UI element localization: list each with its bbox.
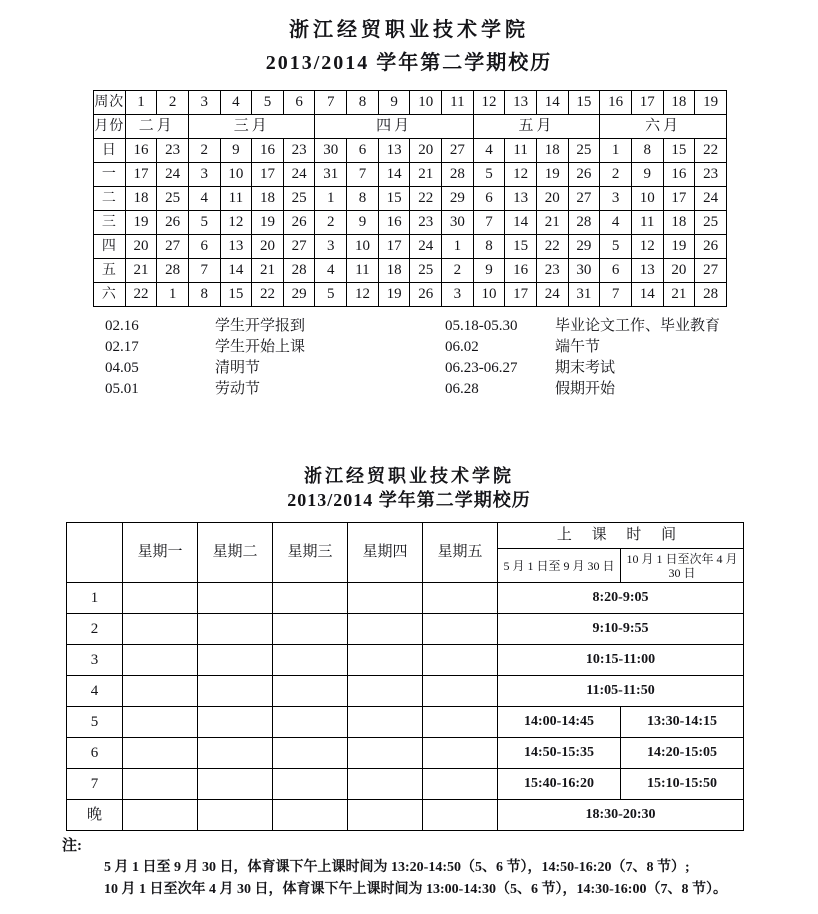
date-cell: 27 (283, 235, 315, 259)
date-cell: 4 (600, 211, 632, 235)
time-period-winter-header: 10 月 1 日至次年 4 月 30 日 (621, 549, 744, 583)
time-summer-cell: 14:00-14:45 (498, 707, 621, 738)
time-merged-cell: 11:05-11:50 (498, 676, 744, 707)
schedule-empty-cell (198, 614, 273, 645)
date-cell: 10 (347, 235, 379, 259)
date-cell: 14 (220, 259, 252, 283)
date-cell: 24 (283, 163, 315, 187)
date-cell: 24 (157, 163, 189, 187)
week-number-cell: 4 (220, 91, 252, 115)
schedule-empty-cell (348, 583, 423, 614)
date-cell: 12 (347, 283, 379, 307)
month-cell: 六月 (600, 115, 727, 139)
schedule-empty-cell (273, 707, 348, 738)
date-cell: 22 (410, 187, 442, 211)
date-cell: 16 (505, 259, 537, 283)
date-cell: 16 (663, 163, 695, 187)
date-cell: 12 (505, 163, 537, 187)
schedule-empty-cell (348, 614, 423, 645)
schedule-corner-cell (67, 523, 123, 583)
date-cell: 25 (157, 187, 189, 211)
date-cell: 22 (536, 235, 568, 259)
date-cell: 19 (536, 163, 568, 187)
day-of-week-label: 一 (94, 163, 126, 187)
week-number-cell: 2 (157, 91, 189, 115)
schedule-row (67, 676, 744, 707)
date-cell: 31 (568, 283, 600, 307)
event-date: 06.23-06.27 (445, 360, 518, 376)
calendar-day-row (94, 283, 727, 307)
date-cell: 23 (695, 163, 727, 187)
date-cell: 23 (157, 139, 189, 163)
date-cell: 16 (378, 211, 410, 235)
date-cell: 11 (631, 211, 663, 235)
date-cell: 3 (442, 283, 474, 307)
date-cell: 17 (252, 163, 284, 187)
calendar-table (93, 90, 727, 307)
date-cell: 29 (442, 187, 474, 211)
class-time-header: 上 课 时 间 (498, 523, 744, 549)
date-cell: 18 (378, 259, 410, 283)
day-of-week-label: 六 (94, 283, 126, 307)
date-cell: 17 (505, 283, 537, 307)
week-header-label: 周次 (94, 91, 126, 115)
week-number-cell: 8 (347, 91, 379, 115)
date-cell: 27 (157, 235, 189, 259)
note-line-summer: 5 月 1 日至 9 月 30 日，体育课下午上课时间为 13:20-14:50（5、6 节），14:50-16:20（7、8 节）; (104, 860, 690, 875)
date-cell: 26 (283, 211, 315, 235)
date-cell: 14 (505, 211, 537, 235)
date-cell: 6 (600, 259, 632, 283)
date-cell: 29 (283, 283, 315, 307)
date-cell: 9 (347, 211, 379, 235)
date-cell: 9 (473, 259, 505, 283)
schedule-empty-cell (423, 800, 498, 831)
schedule-empty-cell (423, 645, 498, 676)
week-number-cell: 14 (536, 91, 568, 115)
schedule-empty-cell (423, 614, 498, 645)
week-number-cell: 7 (315, 91, 347, 115)
schedule-title-line2: 2013/2014 学年第二学期校历 (287, 490, 531, 510)
date-cell: 31 (315, 163, 347, 187)
date-cell: 20 (410, 139, 442, 163)
week-number-cell: 15 (568, 91, 600, 115)
month-cell: 五月 (473, 115, 600, 139)
date-cell: 22 (695, 139, 727, 163)
event-date: 02.17 (105, 339, 139, 355)
date-cell: 5 (600, 235, 632, 259)
schedule-empty-cell (198, 583, 273, 614)
schedule-empty-cell (348, 769, 423, 800)
date-cell: 8 (473, 235, 505, 259)
date-cell: 1 (157, 283, 189, 307)
date-cell: 13 (220, 235, 252, 259)
date-cell: 30 (442, 211, 474, 235)
date-cell: 9 (631, 163, 663, 187)
event-date: 06.02 (445, 339, 479, 355)
date-cell: 20 (252, 235, 284, 259)
calendar-day-row (94, 235, 727, 259)
date-cell: 28 (568, 211, 600, 235)
time-summer-cell: 15:40-16:20 (498, 769, 621, 800)
date-cell: 2 (188, 139, 220, 163)
date-cell: 8 (188, 283, 220, 307)
weekday-header-tuesday: 星期二 (198, 523, 273, 583)
date-cell: 7 (473, 211, 505, 235)
weekday-header-wednesday: 星期三 (273, 523, 348, 583)
date-cell: 25 (410, 259, 442, 283)
schedule-empty-cell (348, 676, 423, 707)
date-cell: 11 (505, 139, 537, 163)
date-cell: 7 (347, 163, 379, 187)
month-header-label: 月份 (94, 115, 126, 139)
schedule-empty-cell (123, 738, 198, 769)
time-merged-cell: 8:20-9:05 (498, 583, 744, 614)
date-cell: 3 (315, 235, 347, 259)
calendar-events-list (105, 316, 745, 400)
week-number-cell: 10 (410, 91, 442, 115)
week-number-cell: 5 (252, 91, 284, 115)
date-cell: 20 (663, 259, 695, 283)
week-number-cell: 1 (125, 91, 157, 115)
month-cell: 二月 (125, 115, 188, 139)
calendar-day-row (94, 211, 727, 235)
schedule-row (67, 707, 744, 738)
date-cell: 24 (536, 283, 568, 307)
date-cell: 26 (410, 283, 442, 307)
period-label: 晚 (67, 800, 123, 831)
schedule-empty-cell (198, 645, 273, 676)
schedule-empty-cell (123, 707, 198, 738)
date-cell: 21 (125, 259, 157, 283)
day-of-week-label: 四 (94, 235, 126, 259)
date-cell: 13 (378, 139, 410, 163)
event-date: 04.05 (105, 360, 139, 376)
date-cell: 12 (631, 235, 663, 259)
schedule-table (66, 522, 744, 831)
date-cell: 17 (125, 163, 157, 187)
calendar-day-row (94, 259, 727, 283)
schedule-empty-cell (123, 645, 198, 676)
schedule-title-line1: 浙江经贸职业技术学院 (304, 466, 514, 486)
date-cell: 23 (283, 139, 315, 163)
period-label: 7 (67, 769, 123, 800)
schedule-empty-cell (348, 645, 423, 676)
date-cell: 25 (695, 211, 727, 235)
date-cell: 28 (442, 163, 474, 187)
date-cell: 7 (188, 259, 220, 283)
week-number-cell: 11 (442, 91, 474, 115)
date-cell: 1 (315, 187, 347, 211)
date-cell: 30 (568, 259, 600, 283)
event-date: 05.18-05.30 (445, 318, 518, 334)
schedule-empty-cell (423, 676, 498, 707)
week-number-cell: 16 (600, 91, 632, 115)
calendar-week-row (94, 91, 727, 115)
period-label: 5 (67, 707, 123, 738)
weekday-header-thursday: 星期四 (348, 523, 423, 583)
schedule-empty-cell (123, 614, 198, 645)
day-of-week-label: 二 (94, 187, 126, 211)
event-name: 学生开学报到 (215, 318, 306, 334)
date-cell: 6 (188, 235, 220, 259)
date-cell: 5 (188, 211, 220, 235)
period-label: 6 (67, 738, 123, 769)
period-label: 2 (67, 614, 123, 645)
date-cell: 13 (631, 259, 663, 283)
day-of-week-label: 三 (94, 211, 126, 235)
event-date: 06.28 (445, 381, 479, 397)
event-name: 假期开始 (555, 381, 616, 397)
date-cell: 19 (663, 235, 695, 259)
schedule-empty-cell (273, 583, 348, 614)
time-winter-cell: 15:10-15:50 (621, 769, 744, 800)
schedule-empty-cell (273, 800, 348, 831)
event-date: 05.01 (105, 381, 139, 397)
date-cell: 4 (473, 139, 505, 163)
date-cell: 26 (568, 163, 600, 187)
weekday-header-monday: 星期一 (123, 523, 198, 583)
weekday-header-friday: 星期五 (423, 523, 498, 583)
schedule-empty-cell (423, 707, 498, 738)
schedule-empty-cell (273, 676, 348, 707)
date-cell: 21 (252, 259, 284, 283)
date-cell: 1 (442, 235, 474, 259)
date-cell: 8 (631, 139, 663, 163)
date-cell: 3 (600, 187, 632, 211)
date-cell: 21 (663, 283, 695, 307)
date-cell: 15 (220, 283, 252, 307)
date-cell: 16 (125, 139, 157, 163)
schedule-empty-cell (123, 769, 198, 800)
date-cell: 3 (188, 163, 220, 187)
schedule-empty-cell (273, 614, 348, 645)
event-name: 劳动节 (215, 381, 261, 397)
date-cell: 23 (410, 211, 442, 235)
time-merged-cell: 10:15-11:00 (498, 645, 744, 676)
note-line-winter: 10 月 1 日至次年 4 月 30 日，体育课下午上课时间为 13:00-14:30（5、6 节），14:30-16:00（7、8 节）。 (104, 882, 727, 897)
notes-label: 注: (62, 838, 82, 854)
date-cell: 4 (188, 187, 220, 211)
date-cell: 1 (600, 139, 632, 163)
schedule-empty-cell (423, 583, 498, 614)
event-name: 学生开始上课 (215, 339, 306, 355)
date-cell: 19 (125, 211, 157, 235)
event-name: 期末考试 (555, 360, 616, 376)
date-cell: 30 (315, 139, 347, 163)
date-cell: 10 (220, 163, 252, 187)
date-cell: 27 (442, 139, 474, 163)
event-name: 端午节 (555, 339, 601, 355)
date-cell: 15 (505, 235, 537, 259)
schedule-empty-cell (123, 676, 198, 707)
schedule-row (67, 800, 744, 831)
date-cell: 20 (125, 235, 157, 259)
date-cell: 27 (695, 259, 727, 283)
date-cell: 14 (378, 163, 410, 187)
date-cell: 18 (252, 187, 284, 211)
schedule-empty-cell (198, 800, 273, 831)
date-cell: 21 (410, 163, 442, 187)
date-cell: 18 (663, 211, 695, 235)
date-cell: 20 (536, 187, 568, 211)
date-cell: 16 (252, 139, 284, 163)
week-number-cell: 12 (473, 91, 505, 115)
date-cell: 2 (315, 211, 347, 235)
date-cell: 19 (378, 283, 410, 307)
schedule-empty-cell (423, 769, 498, 800)
period-label: 3 (67, 645, 123, 676)
schedule-row (67, 738, 744, 769)
event-name: 毕业论文工作、毕业教育 (555, 318, 721, 334)
event-date: 02.16 (105, 318, 139, 334)
date-cell: 9 (220, 139, 252, 163)
date-cell: 11 (347, 259, 379, 283)
date-cell: 18 (536, 139, 568, 163)
schedule-empty-cell (423, 738, 498, 769)
date-cell: 8 (347, 187, 379, 211)
schedule-empty-cell (348, 738, 423, 769)
date-cell: 15 (663, 139, 695, 163)
date-cell: 5 (473, 163, 505, 187)
schedule-empty-cell (198, 738, 273, 769)
calendar-title-line1: 浙江经贸职业技术学院 (289, 19, 529, 41)
schedule-empty-cell (198, 676, 273, 707)
date-cell: 27 (568, 187, 600, 211)
month-cell: 三月 (188, 115, 315, 139)
date-cell: 25 (283, 187, 315, 211)
date-cell: 22 (252, 283, 284, 307)
date-cell: 2 (600, 163, 632, 187)
week-number-cell: 18 (663, 91, 695, 115)
date-cell: 25 (568, 139, 600, 163)
date-cell: 26 (695, 235, 727, 259)
date-cell: 5 (315, 283, 347, 307)
date-cell: 28 (157, 259, 189, 283)
time-merged-cell: 9:10-9:55 (498, 614, 744, 645)
schedule-empty-cell (348, 800, 423, 831)
week-number-cell: 13 (505, 91, 537, 115)
schedule-row (67, 583, 744, 614)
calendar-day-row (94, 163, 727, 187)
week-number-cell: 9 (378, 91, 410, 115)
week-number-cell: 19 (695, 91, 727, 115)
date-cell: 26 (157, 211, 189, 235)
date-cell: 11 (220, 187, 252, 211)
date-cell: 17 (378, 235, 410, 259)
schedule-empty-cell (273, 645, 348, 676)
schedule-empty-cell (123, 800, 198, 831)
schedule-row (67, 645, 744, 676)
date-cell: 17 (663, 187, 695, 211)
schedule-empty-cell (273, 738, 348, 769)
week-number-cell: 3 (188, 91, 220, 115)
date-cell: 4 (315, 259, 347, 283)
date-cell: 10 (631, 187, 663, 211)
schedule-row (67, 614, 744, 645)
calendar-day-row (94, 187, 727, 211)
time-summer-cell: 14:50-15:35 (498, 738, 621, 769)
period-label: 1 (67, 583, 123, 614)
schedule-empty-cell (348, 707, 423, 738)
date-cell: 6 (347, 139, 379, 163)
date-cell: 24 (410, 235, 442, 259)
calendar-month-row (94, 115, 727, 139)
schedule-row (67, 769, 744, 800)
date-cell: 24 (695, 187, 727, 211)
week-number-cell: 17 (631, 91, 663, 115)
date-cell: 15 (378, 187, 410, 211)
time-period-summer-header: 5 月 1 日至 9 月 30 日 (498, 549, 621, 583)
time-merged-cell: 18:30-20:30 (498, 800, 744, 831)
date-cell: 13 (505, 187, 537, 211)
date-cell: 14 (631, 283, 663, 307)
schedule-empty-cell (273, 769, 348, 800)
date-cell: 2 (442, 259, 474, 283)
day-of-week-label: 五 (94, 259, 126, 283)
period-label: 4 (67, 676, 123, 707)
date-cell: 18 (125, 187, 157, 211)
date-cell: 29 (568, 235, 600, 259)
time-winter-cell: 14:20-15:05 (621, 738, 744, 769)
event-name: 清明节 (215, 360, 261, 376)
day-of-week-label: 日 (94, 139, 126, 163)
date-cell: 10 (473, 283, 505, 307)
date-cell: 19 (252, 211, 284, 235)
time-winter-cell: 13:30-14:15 (621, 707, 744, 738)
date-cell: 7 (600, 283, 632, 307)
date-cell: 21 (536, 211, 568, 235)
schedule-empty-cell (123, 583, 198, 614)
date-cell: 28 (695, 283, 727, 307)
date-cell: 6 (473, 187, 505, 211)
calendar-day-row (94, 139, 727, 163)
calendar-title-line2: 2013/2014 学年第二学期校历 (265, 52, 553, 74)
week-number-cell: 6 (283, 91, 315, 115)
date-cell: 22 (125, 283, 157, 307)
schedule-empty-cell (198, 769, 273, 800)
date-cell: 12 (220, 211, 252, 235)
schedule-empty-cell (198, 707, 273, 738)
date-cell: 23 (536, 259, 568, 283)
month-cell: 四月 (315, 115, 473, 139)
date-cell: 28 (283, 259, 315, 283)
